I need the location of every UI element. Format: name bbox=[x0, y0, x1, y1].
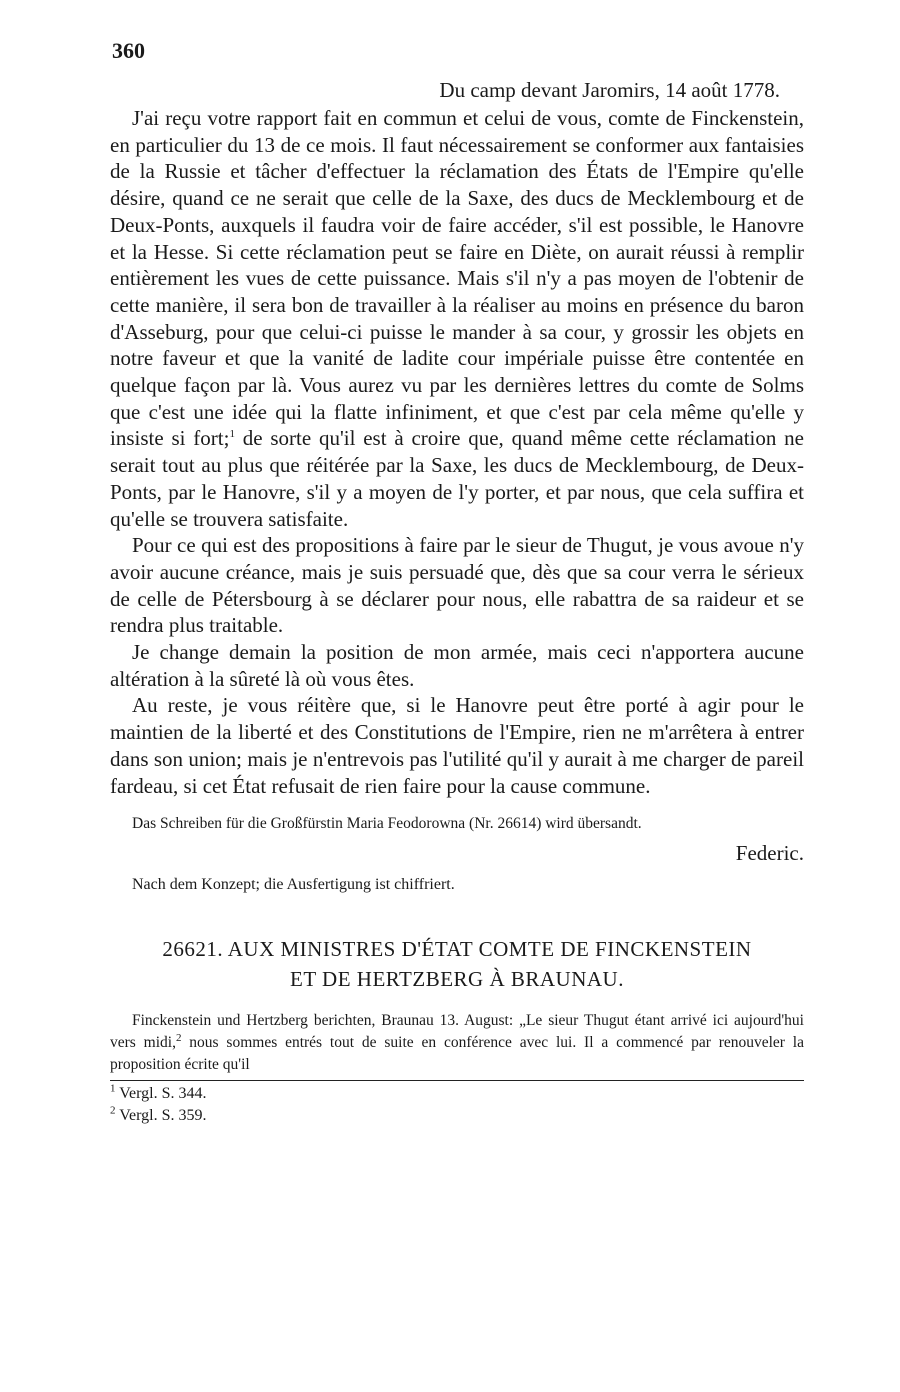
footnote-mark: 2 bbox=[110, 1104, 116, 1117]
summary-text: Finckenstein und Hertzberg berichten, Braunau 13. August: „Le sieur Thugut étant arrivé ici aujourd'hui vers midi, bbox=[110, 1012, 804, 1052]
letter-paragraph-4: Au reste, je vous réitère que, si le Hanovre peut être porté à agir pour le maintien de la liberté et des Constitutions de l'Empire, rien ne m'arrêtera à entrer dans son union; mais je n'entrevois pas l'utilité qu'il y aurait à me charger de pareil fardeau, si cet État refusait de rien faire pour la cause commune. bbox=[110, 693, 804, 798]
footnote-rule bbox=[110, 1080, 804, 1081]
editorial-note: Das Schreiben für die Großfürstin Maria Feodorowna (Nr. 26614) wird übersandt. bbox=[132, 815, 642, 833]
letter-paragraph-3: Je change demain la position de mon armée, mais ceci n'apportera aucune altération à la sûreté là où vous êtes. bbox=[110, 640, 804, 691]
footnote-mark: 1 bbox=[110, 1082, 116, 1095]
footnote-1 bbox=[110, 1083, 804, 1105]
signature: Federic. bbox=[735, 841, 804, 866]
document-heading bbox=[110, 934, 804, 994]
summary-text-continued: nous sommes entrés tout de suite en conférence avec lui. Il a commencé par renouveler la proposition écrite qu'il bbox=[110, 1034, 804, 1074]
letter-paragraph-1 bbox=[110, 105, 804, 532]
footnote-marker: 2 bbox=[175, 1032, 182, 1045]
source-note: Nach dem Konzept; die Ausfertigung ist chiffriert. bbox=[132, 876, 455, 894]
footnotes bbox=[110, 1083, 804, 1127]
dateline: Du camp devant Jaromirs, 14 août 1778. bbox=[439, 78, 780, 102]
footnote-text: Vergl. S. 359. bbox=[119, 1107, 207, 1125]
letter-paragraph-2: Pour ce qui est des propositions à faire par le sieur de Thugut, je vous avoue n'y avoir aucune créance, mais je suis persuadé que, dès que sa cour verra le sérieux de celle de Pétersbourg à se déclarer pour nous, elle rabattra de sa raideur et se rendra plus traitable. bbox=[110, 533, 804, 638]
heading-line-2: ET DE HERTZBERG À BRAUNAU. bbox=[290, 967, 624, 992]
footnote-text: Vergl. S. 344. bbox=[119, 1085, 207, 1103]
summary-paragraph bbox=[110, 1010, 804, 1076]
paragraph-text: J'ai reçu votre rapport fait en commun et celui de vous, comte de Finckenstein, en particulier du 13 de ce mois. Il faut nécessairement se conformer aux fantaisies de la Russie et tâcher d'effectuer la réclamation des États de l'Empire qu'elle désire, quand ce ne serait que celle de la Saxe, des ducs de Mecklembourg et de Deux-Ponts, auxquels il faudra voir de faire accéder, s'il est possible, le Hanovre et la Hesse. Si cette réclamation peut se faire en Diète, on aurait réussi à remplir entièrement les vues de cette puissance. Mais s'il n'y a pas moyen de l'obtenir de cette manière, il sera bon de travailler à la réaliser au moins en présence du baron d'Asseburg, pour que celui-ci puisse le mander à sa cour, y grossir les objets en notre faveur et que la vanité de ladite cour impériale puisse être contentée en quelque façon par là. Vous aurez vu par les dernières lettres du comte de Solms que c'est une idée qui la flatte infiniment, et que c'est par cela même qu'elle y insiste si fort; bbox=[110, 106, 804, 451]
heading-line-1: 26621. AUX MINISTRES D'ÉTAT COMTE DE FINCKENSTEIN bbox=[162, 937, 752, 962]
paragraph-text-continued: de sorte qu'il est à croire que, quand même cette réclamation ne serait tout au plus que réitérée par la Saxe, les ducs de Mecklembourg, de Deux-Ponts, par le Hanovre, s'il y a moyen de l'y porter, et par nous, que cela suffira et qu'elle se trouvera satisfaite. bbox=[110, 426, 804, 531]
footnote-2 bbox=[110, 1105, 804, 1127]
page bbox=[110, 38, 804, 1127]
footnote-marker: 1 bbox=[229, 428, 235, 441]
page-number: 360 bbox=[112, 38, 145, 63]
